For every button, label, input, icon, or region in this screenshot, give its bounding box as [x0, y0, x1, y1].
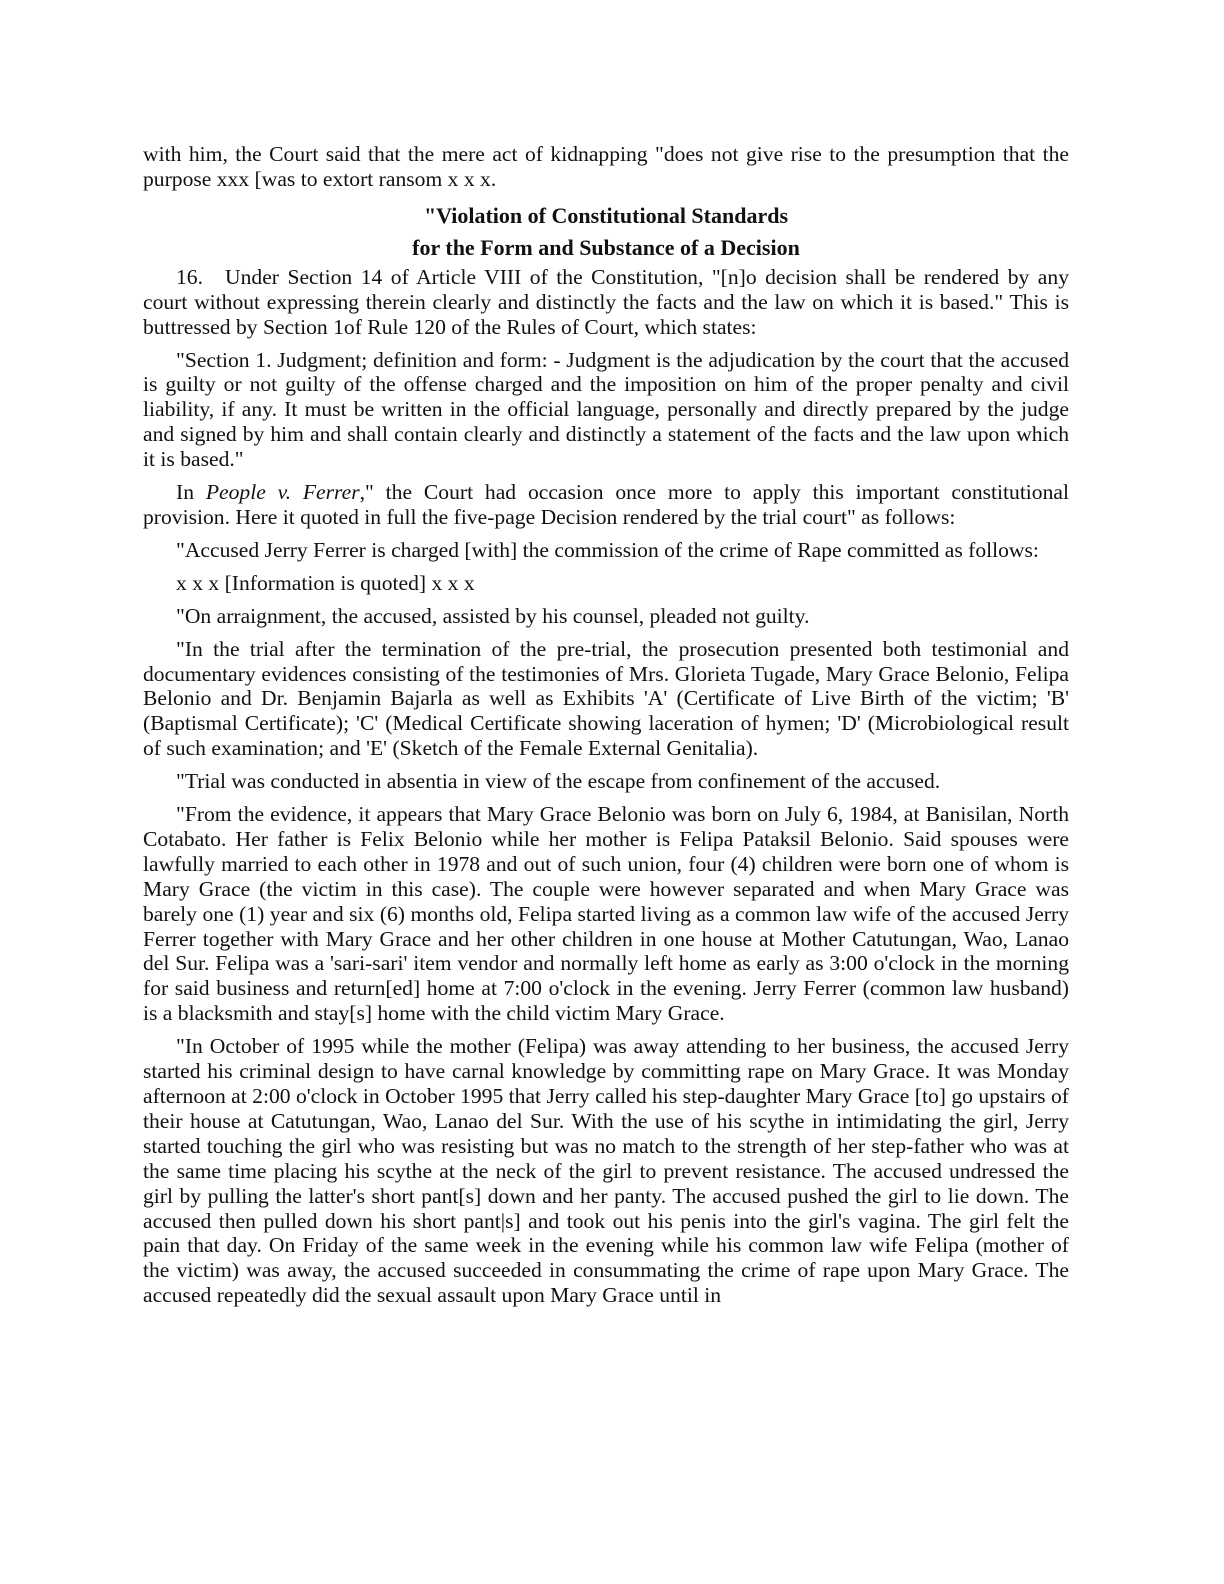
- paragraph-16: [143, 265, 1069, 340]
- paragraph-16-text: Under Section 14 of Article VIII of the Constitution, "[n]o decision shall be rendered by any court without expressing therein clearly and distinctly the facts and the law on which it is based." This is buttressed by Section 1of Rule 120 of the Rules of Court, which states:: [143, 264, 1069, 339]
- section-heading-line-1: "Violation of Constitutional Standards: [423, 202, 789, 228]
- october-paragraph: "In October of 1995 while the mother (Felipa) was away attending to her business, the accused Jerry started his criminal design to have carnal knowledge by committing rape on Mary Grace. It was Monday afternoon at 2:00 o'clock in October 1995 that Jerry called his step-daughter Mary Grace [to] go upstairs of their house at Catutungan, Wao, Lanao del Sur. With the use of his scythe in intimidating the girl, Jerry started touching the girl who was resisting but was no match to the strength of her step-father who was at the same time placing his scythe at the neck of the girl to prevent resistance. The accused undressed the girl by pulling the latter's short pant[s] down and her panty. The accused pushed the girl to lie down. The accused then pulled down his short pant|s] and took out his penis into the girl's vagina. The girl felt the pain that day. On Friday of the same week in the evening while his common law wife Felipa (mother of the victim) was away, the accused succeeded in consummating the crime of rape upon Mary Grace. The accused repeatedly did the sexual assault upon Mary Grace until in: [143, 1034, 1069, 1308]
- section-heading: [143, 200, 1069, 265]
- case-name: People v. Ferrer: [205, 480, 360, 505]
- absentia-paragraph: "Trial was conducted in absentia in view of the escape from confinement of the accused.: [176, 769, 941, 794]
- ferrer-lead: In: [176, 480, 206, 505]
- information-quoted: x x x [Information is quoted] x x x: [176, 570, 475, 595]
- continuation-paragraph: with him, the Court said that the mere act of kidnapping "does not give rise to the presumption that the purpose xxx [was to extort ransom x x x.: [143, 142, 1069, 191]
- ferrer-paragraph: [143, 480, 1069, 530]
- section-heading-line-2: for the Form and Substance of a Decision: [412, 235, 800, 261]
- trial-paragraph: "In the trial after the termination of the pre-trial, the prosecution presented both testimonial and documentary evidences consisting of the testimonies of Mrs. Glorieta Tugade, Mary Grace Belonio, Felipa Belonio and Dr. Benjamin Bajarla as well as Exhibits 'A' (Certificate of Live Birth of the victim; 'B' (Baptismal Certificate); 'C' (Medical Certificate showing laceration of hymen; 'D' (Microbiological result of such examination; and 'E' (Sketch of the Female External Genitalia).: [143, 636, 1069, 761]
- quoted-rule-section-1: "Section 1. Judgment; definition and form: - Judgment is the adjudication by the court that the accused is guilty or not guilty of the offense charged and the imposition on him of the proper penalty and civil liability, if any. It must be written in the official language, personally and directly prepared by the judge and signed by him and shall contain clearly and distinctly a statement of the facts and the law upon which it is based.": [143, 347, 1069, 472]
- evidence-paragraph: "From the evidence, it appears that Mary Grace Belonio was born on July 6, 1984, at Banisilan, North Cotabato. Her father is Felix Belonio while her mother is Felipa Pataksil Belonio. Said spouses were lawfully married to each other in 1978 and out of such union, four (4) children were born one of whom is Mary Grace (the victim in this case). The couple were however separated and when Mary Grace was barely one (1) year and six (6) months old, Felipa started living as a common law wife of the accused Jerry Ferrer together with Mary Grace and her other children in one house at Mother Catutungan, Wao, Lanao del Sur. Felipa was a 'sari-sari' item vendor and normally left home as early as 3:00 o'clock in the morning for said business and return[ed] home at 7:00 o'clock in the evening. Jerry Ferrer (common law husband) is a blacksmith and stay[s] home with the child victim Mary Grace.: [143, 802, 1069, 1026]
- quote-accused-charged: "Accused Jerry Ferrer is charged [with] the commission of the crime of Rape committed as follows:: [176, 537, 1039, 562]
- paragraph-number: 16.: [176, 264, 203, 289]
- document-page: [143, 142, 1069, 1316]
- ferrer-rest: ," the Court had occasion once more to apply this important constitutional provision. Here it quoted in full the five-page Decision rendered by the trial court" as follows:: [143, 480, 1069, 529]
- arraignment-paragraph: "On arraignment, the accused, assisted by his counsel, pleaded not guilty.: [176, 603, 810, 628]
